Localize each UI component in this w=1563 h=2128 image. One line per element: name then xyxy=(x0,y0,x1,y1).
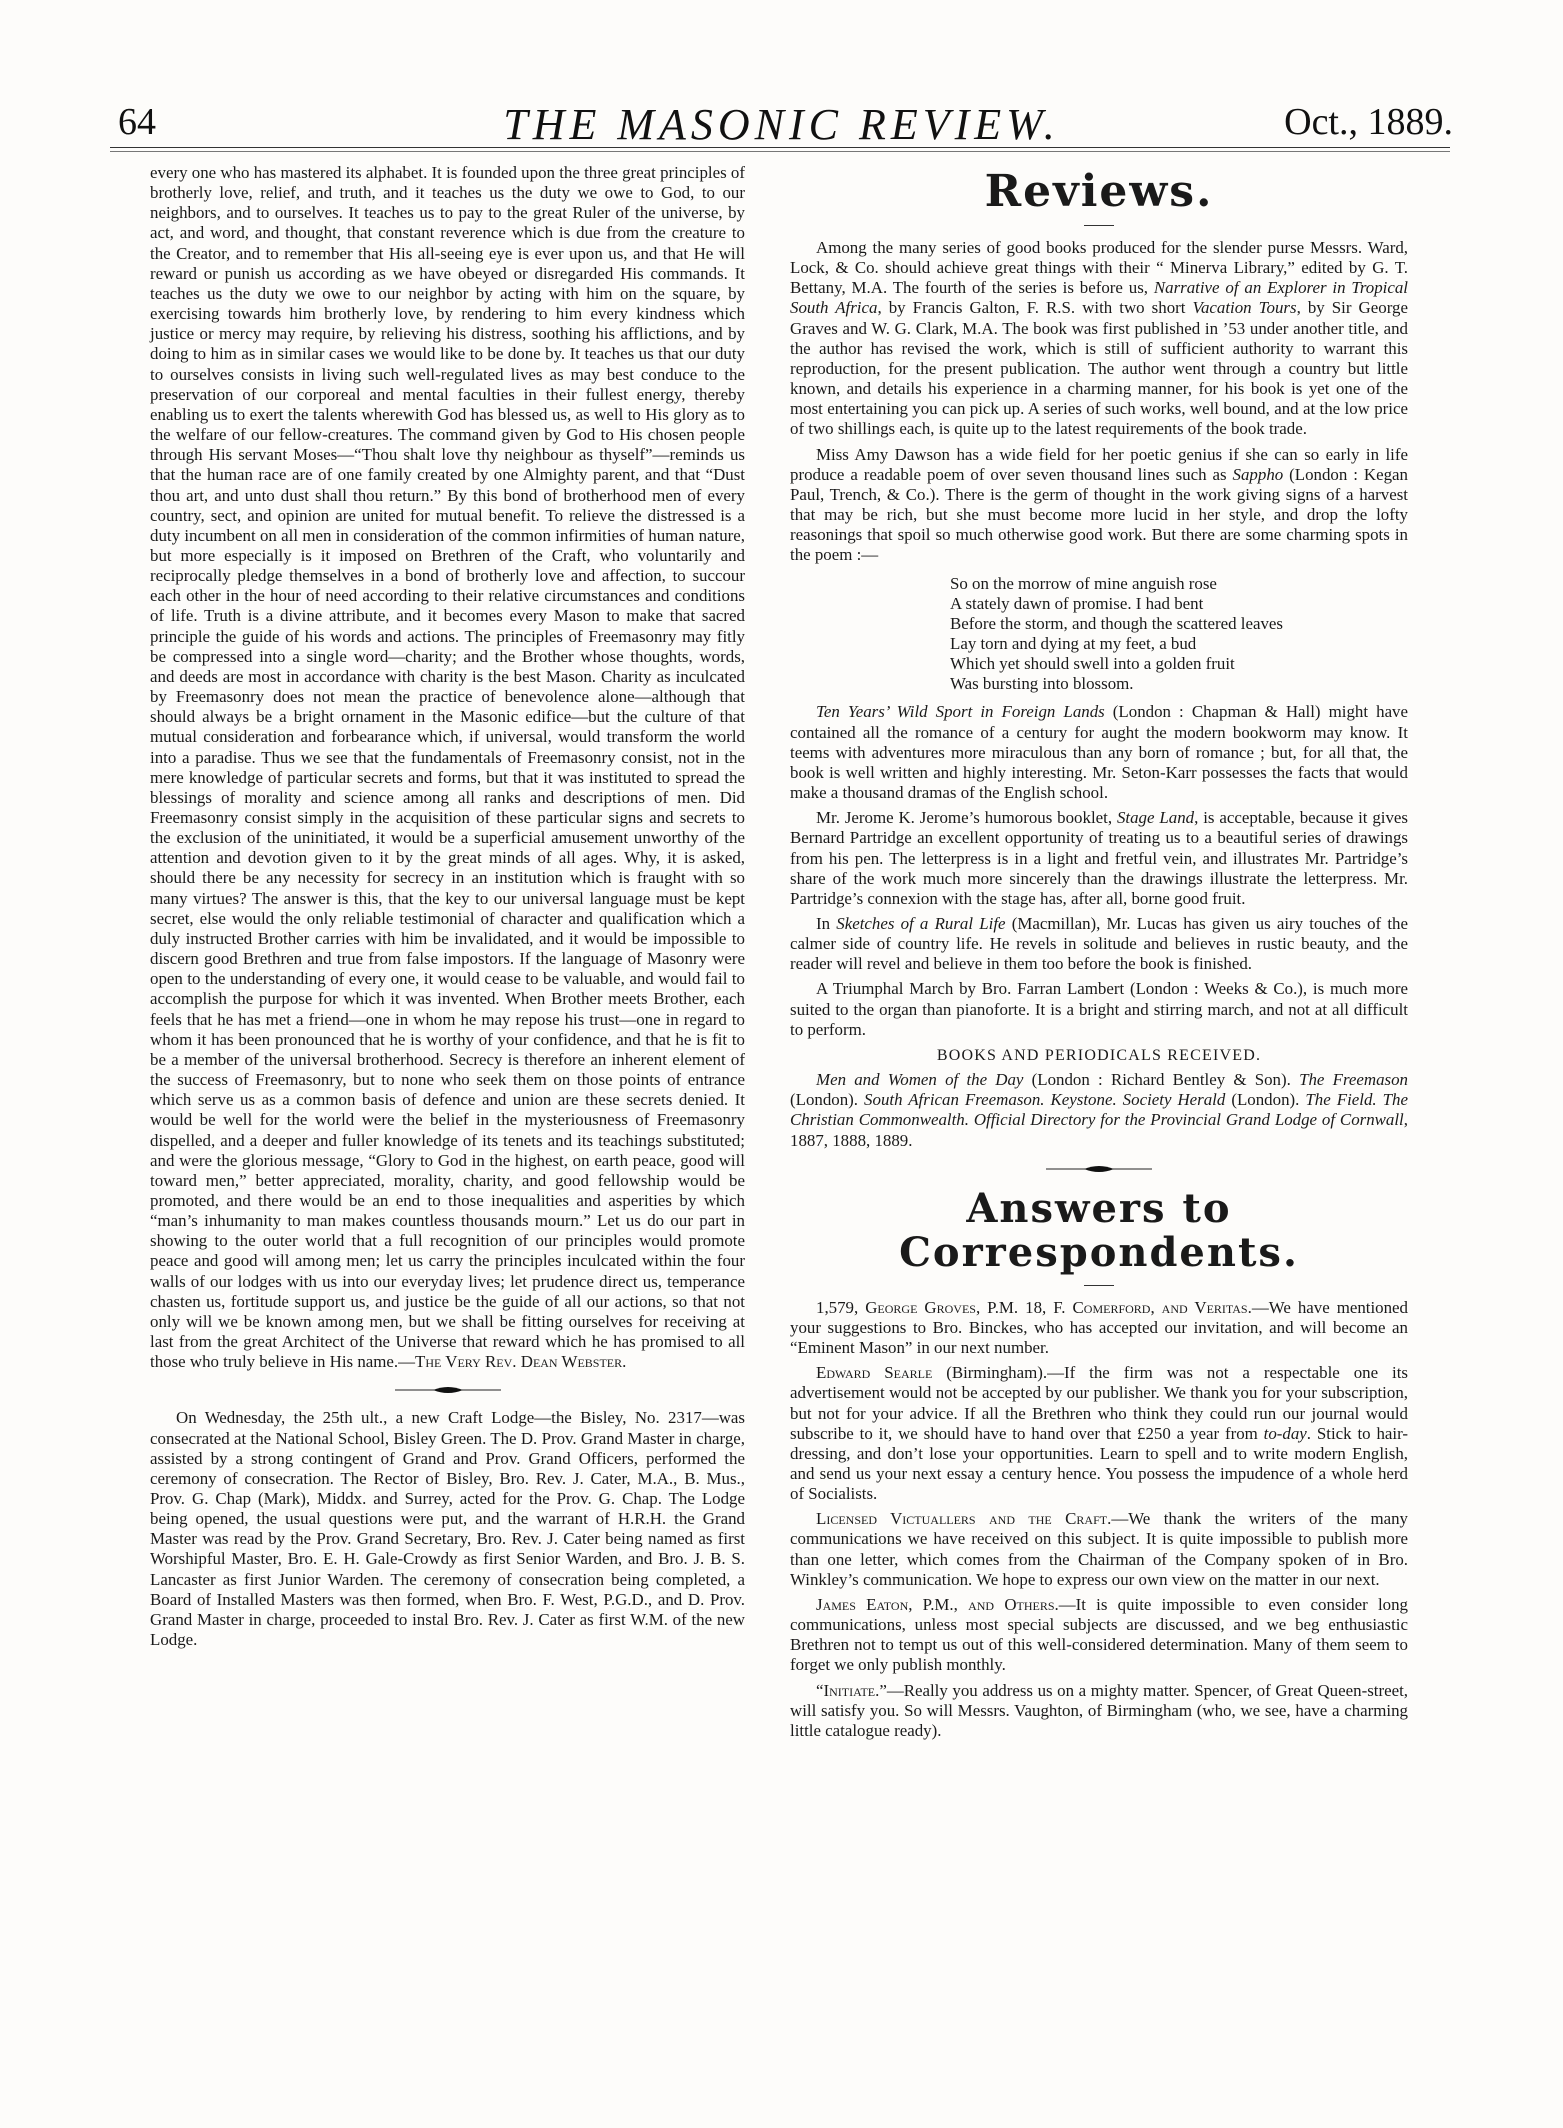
periodical-title: The Freemason xyxy=(1299,1070,1408,1090)
poem-excerpt xyxy=(950,574,1408,695)
poem-line: A stately dawn of promise. I had bent xyxy=(950,593,1204,613)
poem-line: Before the storm, and though the scattered leaves xyxy=(950,613,1284,633)
freemasonry-article xyxy=(150,163,745,1372)
review-triumphal-march: A Triumphal March by Bro. Farran Lambert (London : Weeks & Co.), is much more suited to the organ than pianoforte. It is a bright and stirring march, and not at all difficult to perform. xyxy=(790,979,1408,1039)
answer-groves-comerford xyxy=(790,1298,1408,1358)
answer-text: —We thank the writers of the many communications we have received on this subject. It is quite impossible to publish more than one letter, which comes from the Chairman of the Company spoken of in Bro. Winkley’s communication. We hope to express our own view on the matter in our next. xyxy=(790,1509,1408,1589)
correspondent-name: James Eaton, P.M., and Others. xyxy=(816,1594,1059,1614)
left-column xyxy=(150,163,745,1650)
answer-edward-searle xyxy=(790,1363,1408,1504)
answer-emphasis: to-day xyxy=(1263,1423,1307,1443)
poem-line: So on the morrow of mine anguish rose xyxy=(950,573,1217,593)
book-title: Sketches of a Rural Life xyxy=(836,914,1006,933)
header-rule-double xyxy=(110,151,1450,152)
bisley-lodge-paragraph: On Wednesday, the 25th ult., a new Craft Lodge—the Bisley, No. 2317—was consecrated at the National School, Bisley Green. The D. Prov. Grand Master in charge, assisted by a strong contingent of Grand and Prov. Grand Officers, performed the ceremony of consecration. The Rector of Bisley, Bro. Rev. J. Cater, M.A., B. Mus., Prov. G. Chap (Mark), Middx. and Surrey, acted for the Prov. G. Chap. The Lodge being opened, the usual questions were put, and the warrant of H.R.H. the Grand Master was read by the Prov. Grand Secretary, Bro. Rev. J. Cater being named as first Worshipful Master, Bro. E. H. Gale-Crowdy as first Senior Warden, and Bro. J. B. S. Lancaster as first Junior Warden. The ceremony of consecration being completed, a Board of Installed Masters was then formed, when Bro. F. West, P.G.D., and D. Prov. Grand Master in charge, proceeded to instal Bro. Rev. J. Cater as first W.M. of the new Lodge. xyxy=(150,1408,745,1650)
header-rule xyxy=(110,147,1450,148)
section-divider-ornament xyxy=(1044,1163,1154,1175)
poem-line: Lay torn and dying at my feet, a bud xyxy=(950,633,1197,653)
answer-text: (Birmingham).—If the firm was not a respectable one its advertisement would not be accepted by our publisher. We thank you for your subscription, but not for your advice. If all the Brethren who think they could run our journal would subscribe to it, we should have to hand over that £250 a year from xyxy=(790,1363,1408,1443)
answer-text: —It is quite impossible to even consider long communications, unless most special subjects are discussed, and we beg enthusiastic Brethren not to tempt us out of this well-considered determination. Many of them seem to forget we only publish monthly. xyxy=(790,1594,1408,1675)
review-sappho xyxy=(790,445,1408,566)
book-title: Vacation Tours xyxy=(1192,298,1297,318)
review-text: (Macmillan), Mr. Lucas has given us airy touches of the calmer side of country life. He revels in solitude and believes in rustic beauty, and the reader will revel and believe in them too before the book is finished. xyxy=(790,914,1408,974)
review-minerva-library xyxy=(790,238,1408,440)
correspondent-name: Edward Searle xyxy=(816,1363,933,1383)
poem-line: Was bursting into blossom. xyxy=(950,674,1134,694)
running-title: THE MASONIC REVIEW. xyxy=(503,100,1060,149)
review-stage-land xyxy=(790,808,1408,909)
publisher-text: (London : Richard Bentley & Son). xyxy=(1023,1070,1300,1090)
review-text: , by Francis Galton, F. R.S. with two short xyxy=(877,298,1193,318)
review-text: Miss Amy Dawson has a wide field for her poetic genius if she can so early in life produce a readable poem of over seven thousand lines such as xyxy=(790,444,1408,484)
review-text: In xyxy=(816,914,837,933)
heading-rule xyxy=(1084,225,1114,226)
review-rural-life xyxy=(790,914,1408,974)
issue-date: Oct., 1889. xyxy=(1284,101,1453,143)
review-wild-sport xyxy=(790,702,1408,803)
review-text: Mr. Jerome K. Jerome’s humorous booklet, xyxy=(816,808,1117,828)
books-received-list xyxy=(790,1070,1408,1151)
book-title: Stage Land xyxy=(1116,808,1195,828)
correspondent-name: 1,579, George Groves, P.M. 18, F. Comerford, and Veritas. xyxy=(816,1297,1252,1317)
book-title: Narrative of an Explorer in Tropical South Africa xyxy=(790,278,1408,318)
review-text: Among the many series of good books produced for the slender purse Messrs. Ward, Lock, & Co. should achieve great things with their “ Minerva Library,” edited by G. T. Bettany, M.A. The fourth of the series is before us, xyxy=(790,238,1408,298)
freemasonry-signature: The Very Rev. Dean Webster. xyxy=(415,1352,627,1372)
publisher-text: , 1887, 1888, 1889. xyxy=(790,1110,1408,1150)
book-title: Ten Years’ Wild Sport in Foreign Lands xyxy=(816,702,1105,722)
publisher-text: (London). xyxy=(1225,1090,1306,1110)
correspondent-name: “Initiate.” xyxy=(816,1680,887,1700)
poem-line: Which yet should swell into a golden fruit xyxy=(950,654,1235,674)
answer-text: . Stick to hair-dressing, and don’t lose your opportunities. Learn to spell and to write modern English, and send us your next essay a century hence. You possess the impudence of a whole herd of Socialists. xyxy=(790,1423,1408,1504)
answer-james-eaton xyxy=(790,1595,1408,1676)
freemasonry-text: every one who has mastered its alphabet. It is founded upon the three great principles of brotherly love, relief, and truth, and it teaches us the duty we owe to God, to our neighbors, and to ourselves. It teaches us to pay to the great Ruler of the universe, by act, and word, and thought, that constant reverence which is due from the creature to the Creator, and to remember that His all-seeing eye is ever upon us, and that He will reward or punish us according as we have obeyed or disregarded His commands. It teaches us the duty we owe to our neighbor by acting with him on the square, by exercising towards him brotherly love, by rendering to him every kindness which justice or mercy may require, by relieving his distress, soothing his afflictions, and by doing to him as in similar cases we would like to be done by. It teaches us that our duty to ourselves consists in living such well-regulated lives as may best conduce to the preservation of our corporeal and mental faculties in their fullest energy, thereby enabling us to exert the talents wherewith God has blessed us, as well to His glory as to the welfare of our fellow-creatures. The command given by God to His chosen people through His servant Moses—“Thou shalt love thy neighbour as thyself”—reminds us that the human race are of one family created by one Almighty parent, and that “Dust thou art, and unto dust shall thou return.” By this bond of brotherhood men of every country, sect, and opinion are united for mutual benefit. To relieve the distressed is a duty incumbent on all men in consideration of the common infirmities of human nature, but more especially is it imposed on Brethren of the Craft, who voluntarily and reciprocally pledge themselves in a bond of brotherly love and affection, to succour each other in the hour of need according to their relative circumstances and conditions of life. Truth is a divine attribute, and it becomes every Mason to make that sacred principle the guide of his words and actions. The principles of Freemasonry may fitly be compressed into a single word—charity; and the Brother whose thoughts, words, and deeds are most in accordance with charity is the best Mason. Charity as inculcated by Freemasonry does not mean the practice of benevolence alone—although that should always be a bright ornament in the Masonic edifice—but the culture of that mutual consideration and forbearance which, if universal, would transform the world into a paradise. Thus we see that the fundamentals of Freemasonry consist, not in the mere knowledge of particular secrets and forms, but that it was instituted to spread the blessings of morality and science among all ranks and descriptions of men. Did Freemasonry consist simply in the acquisition of these particular signs and secrets to the exclusion of the uninitiated, it would be a superficial amusement unworthy of the attention and devotion given to it by the great minds of all ages. Why, it is asked, should there be any necessity for secrecy in an institution which is fraught with so many virtues? The answer is this, that the key to our universal language must be kept secret, else would the only reliable testimonial of character and qualification which a duly instructed Brother carries with him be invalidated, and it would be impossible to discern good Brethren and true from false impostors. If the language of Masonry were open to the understanding of every one, it would cease to be valuable, and would fail to accomplish the purpose for which it was invented. When Brother meets Brother, each feels that he has met a friend—one in whom he may repose his trust—one in regard to whom it has been pronounced that he is worthy of your confidence, and that he is fit to be a member of the universal brotherhood. Secrecy is therefore an inherent element of the success of Freemasonry, but to none who seek them on those points of entrance which serve us as a common basis of defence and union are these secrets denied. It would be well for the world were the belief in the mysteriousness of Freemasonry dispelled, and a deeper and fuller knowledge of its tenets and its teachings substituted; and were the glorious message, “Glory to God in the highest, on earth peace, good will toward men,” better appreciated, morality, charity, and good fellowship would be promoted, and there would be an end to those inequalities and asperities by which “man’s inhumanity to man makes countless thousands mourn.” Let us do our part in showing to the outer world that a full recognition of our principles would promote peace and good will among men; let us carry the principles inculcated within the four walls of our lodges with us into our everyday lives; let prudence direct us, temperance chasten us, fortitude support us, and justice be the guide of all our actions, so that not only will we be known among men, but we shall be fitting ourselves for receiving at last from the great Architect of the Universe that reward which he has promised to all those who truly believe in His name.— xyxy=(150,163,745,1372)
right-column xyxy=(790,163,1408,1741)
answer-text: —We have mentioned your suggestions to Bro. Binckes, who has accepted our invitation, and will become an “Eminent Mason” in our next number. xyxy=(790,1297,1408,1358)
heading-rule xyxy=(1084,1285,1114,1286)
periodical-title: South African Freemason. Keystone. Society Herald xyxy=(864,1090,1226,1110)
review-text: , by Sir George Graves and W. G. Clark, M.A. The book was first published in ’53 under another title, and the author has revised the work, which is still of sufficient authority to warrant this reproduction, for the present publication. The author went through a country but little known, and details his experience in a charming manner, for his book is yet one of the most entertaining you can pick up. A series of such works, well bound, and at the low price of two shillings each, is quite up to the latest requirements of the book trade. xyxy=(790,298,1408,439)
review-text: (London : Chapman & Hall) might have contained all the romance of a century for aught the modern bookworm may know. It teems with adventures more miraculous than any born of romance ; but, for all that, the book is well written and highly interesting. Mr. Seton-Karr possesses the facts that would make a thousand dramas of the English school. xyxy=(790,702,1409,803)
answer-text: —Really you address us on a mighty matter. Spencer, of Great Queen-street, will satisfy you. So will Messrs. Vaughton, of Birmingham (who, we see, have a charming little catalogue ready). xyxy=(790,1680,1408,1740)
answers-heading: Answers to Correspondents. xyxy=(899,1184,1299,1276)
section-divider-ornament xyxy=(393,1384,503,1396)
publisher-text: (London). xyxy=(790,1090,865,1110)
review-text: (London : Kegan Paul, Trench, & Co.). There is the germ of thought in the work giving signs of a harvest that may be rich, but she must become more lucid in her style, and drop the lofty reasonings that spoil so much otherwise good work. But there are some charming spots in the poem :— xyxy=(790,464,1408,565)
book-title: Sappho xyxy=(1232,464,1284,484)
periodical-title: The Field. The Christian Commonwealth. Official Directory for the Provincial Grand Lodge of Cornwall xyxy=(790,1090,1408,1130)
page-number: 64 xyxy=(118,101,156,143)
review-text: , is acceptable, because it gives Bernard Partridge an excellent opportunity of treating us to a beautiful series of drawings from his pen. The letterpress is in a light and fretful vein, and illustrates Mr. Partridge’s share of the work much more sincerely than the drawings illustrate the letterpress. Mr. Partridge’s connexion with the stage has, after all, borne good fruit. xyxy=(790,808,1409,908)
correspondent-name: Licensed Victuallers and the Craft. xyxy=(816,1509,1112,1529)
books-received-heading: BOOKS AND PERIODICALS RECEIVED. xyxy=(936,1046,1262,1064)
periodical-title: Men and Women of the Day xyxy=(816,1070,1024,1090)
answer-licensed-victuallers xyxy=(790,1509,1408,1590)
answer-initiate xyxy=(790,1681,1408,1741)
reviews-heading: Reviews. xyxy=(984,166,1214,217)
